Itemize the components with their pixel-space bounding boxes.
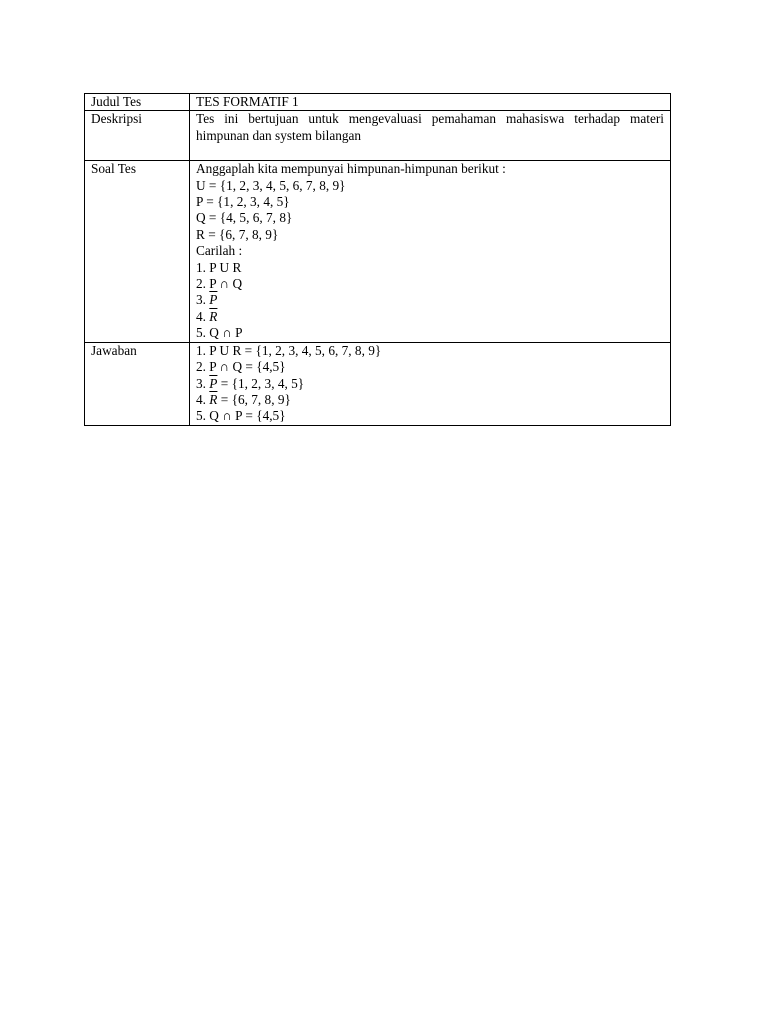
description-value: Tes ini bertujuan untuk mengevaluasi pemahaman mahasiswa terhadap materi himpunan dan system bilangan: [190, 111, 671, 161]
table-row-answers: [85, 342, 671, 425]
table-row-description: [85, 111, 671, 161]
answer-1: 1. P U R = {1, 2, 3, 4, 5, 6, 7, 8, 9}: [196, 342, 382, 358]
title-value: TES FORMATIF 1: [190, 94, 671, 111]
question-3: [196, 292, 664, 308]
answer-5: 5. Q ∩ P = {4,5}: [196, 408, 286, 424]
set-q: Q = {4, 5, 6, 7, 8}: [196, 210, 293, 226]
complement-r-symbol: $\overline{R}$: [209, 308, 218, 324]
answers-label: Jawaban: [85, 342, 190, 425]
answer-2: 2. P ∩ Q = {4,5}: [196, 359, 286, 375]
question-4: [196, 309, 664, 325]
title-label: Judul Tes: [85, 94, 190, 111]
complement-p-symbol: $\overline{P}$: [209, 292, 218, 308]
set-p: P = {1, 2, 3, 4, 5}: [196, 194, 290, 210]
answer-3: [196, 376, 664, 392]
answer-4-result: = {6, 7, 8, 9}: [217, 391, 291, 407]
answer-3-number: 3.: [196, 375, 210, 391]
description-label: Deskripsi: [85, 111, 190, 161]
questions-intro: Anggaplah kita mempunyai himpunan-himpunan berikut :: [196, 161, 506, 177]
answer-4-complement-r-symbol: $\overline{R}$: [209, 391, 218, 407]
question-2: 2. P ∩ Q: [196, 276, 243, 292]
questions-prompt: Carilah :: [196, 243, 243, 259]
question-5: 5. Q ∩ P: [196, 325, 243, 341]
answer-3-result: = {1, 2, 3, 4, 5}: [217, 375, 305, 391]
answers-cell: [190, 342, 671, 425]
answer-3-complement-p-symbol: $\overline{P}$: [209, 375, 218, 391]
question-4-number: 4.: [196, 308, 210, 324]
table-row-title: [85, 94, 671, 111]
question-1: 1. P U R: [196, 259, 242, 275]
question-3-number: 3.: [196, 292, 210, 308]
answer-4: [196, 392, 664, 408]
set-r: R = {6, 7, 8, 9}: [196, 226, 279, 242]
answer-4-number: 4.: [196, 391, 210, 407]
questions-cell: [190, 161, 671, 342]
questions-label: Soal Tes: [85, 161, 190, 342]
test-table: [84, 93, 671, 426]
set-u: U = {1, 2, 3, 4, 5, 6, 7, 8, 9}: [196, 177, 346, 193]
table-row-questions: [85, 161, 671, 342]
